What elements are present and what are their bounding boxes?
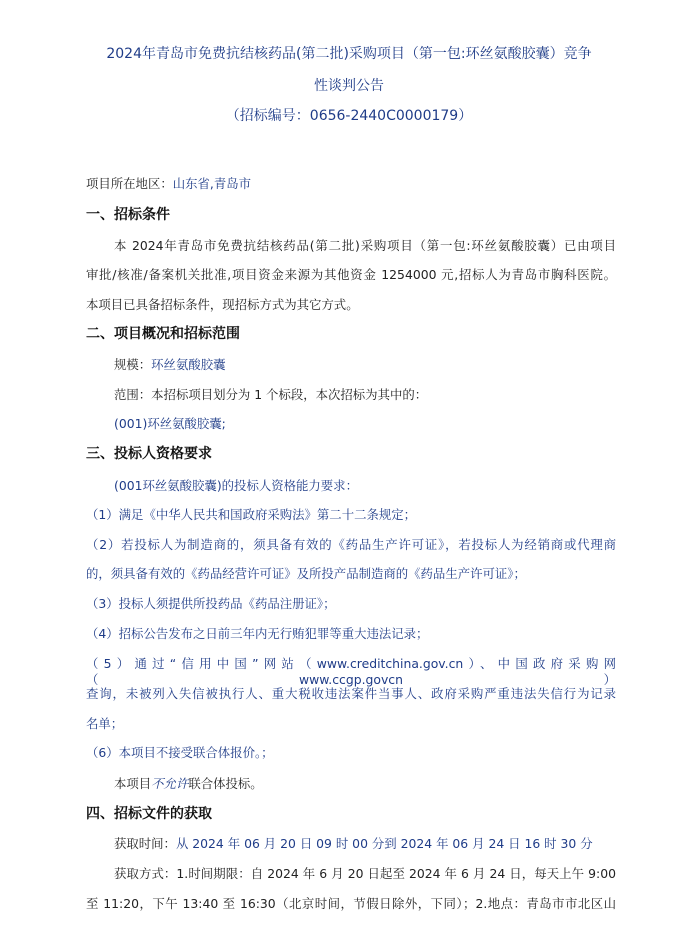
requirement-1: （1）满足《中华人民共和国政府采购法》第二十二条规定； [86,507,417,522]
page-title-line2: 性谈判公告 [314,78,384,94]
consortium-suffix: 联合体投标。 [188,776,263,791]
conditions-paragraph-line3: 本项目已具备招标条件，现招标方式为其它方式。 [86,297,359,312]
requirement-3: （3）投标人须提供所投药品《药品注册证》； [86,596,336,611]
project-scope: 范围：本招标项目划分为 1 个标段，本次招标为其中的： [114,387,428,402]
time-value: 从 2024 年 06 月 20 日 09 时 00 分到 2024 年 06 月 24 日 16 时 30 分 [175,836,593,851]
requirement-5-line1: （5）通过“信用中国”网站（www.creditchina.gov.cn）、中国政府采购网（www.ccgp.govcn） [86,656,616,687]
page-title-line1: 2024年青岛市免费抗结核药品(第二批)采购项目（第一包:环丝氨酸胶囊）竞争 [106,46,592,62]
section-heading-project-overview: 二、项目概况和招标范围 [86,326,240,342]
consortium-value: 不允许 [151,776,189,791]
requirement-5-line2: 查询，未被列入失信被执行人、重大税收违法案件当事人、政府采购严重违法失信行为记录 [86,686,616,701]
acquisition-method-line1: 获取方式：1.时间期限：自 2024 年 6 月 20 日起至 2024 年 6 月 24 日，每天上午 9:00 [114,866,616,881]
requirement-6: （6）本项目不接受联合体报价。； [86,745,274,760]
location-label: 项目所在地区： [86,176,173,191]
acquisition-method-line2: 至 11:20，下午 13:40 至 16:30（北京时间，节假日除外，下同）；2.地点：青岛市市北区山 [86,896,616,911]
conditions-paragraph-line2: 审批/核准/备案机关批准,项目资金来源为其他资金 1254000 元,招标人为青岛市胸科医院。 [86,267,616,282]
requirements-intro: (001环丝氨酸胶囊)的投标人资格能力要求： [114,478,358,493]
requirement-5-line3: 名单； [86,716,124,731]
requirement-2-line2: 的，须具备有效的《药品经营许可证》及所投产品制造商的《药品生产许可证》； [86,566,526,581]
project-scale [114,357,226,373]
time-label: 获取时间： [114,836,176,851]
tender-code: （招标编号：0656-2440C0000179） [225,108,473,124]
conditions-paragraph-line1: 本 2024年青岛市免费抗结核药品(第二批)采购项目（第一包:环丝氨酸胶囊）已由项目 [114,238,616,253]
acquisition-time [114,836,593,852]
project-lot: (001)环丝氨酸胶囊; [114,416,226,431]
section-heading-bidder-requirements: 三、投标人资格要求 [86,446,212,462]
requirement-4: （4）招标公告发布之日前三年内无行贿犯罪等重大违法记录； [86,626,429,641]
consortium-statement [114,776,263,792]
project-location [86,176,251,192]
scale-label: 规模： [114,357,152,372]
section-heading-document-acquisition: 四、招标文件的获取 [86,806,212,822]
section-heading-tender-conditions: 一、招标条件 [86,207,170,223]
requirement-2-line1: （2）若投标人为制造商的，须具备有效的《药品生产许可证》，若投标人为经销商或代理商 [86,537,616,552]
location-value: 山东省,青岛市 [172,176,252,191]
consortium-prefix: 本项目 [114,776,152,791]
scale-value: 环丝氨酸胶囊 [151,357,226,372]
